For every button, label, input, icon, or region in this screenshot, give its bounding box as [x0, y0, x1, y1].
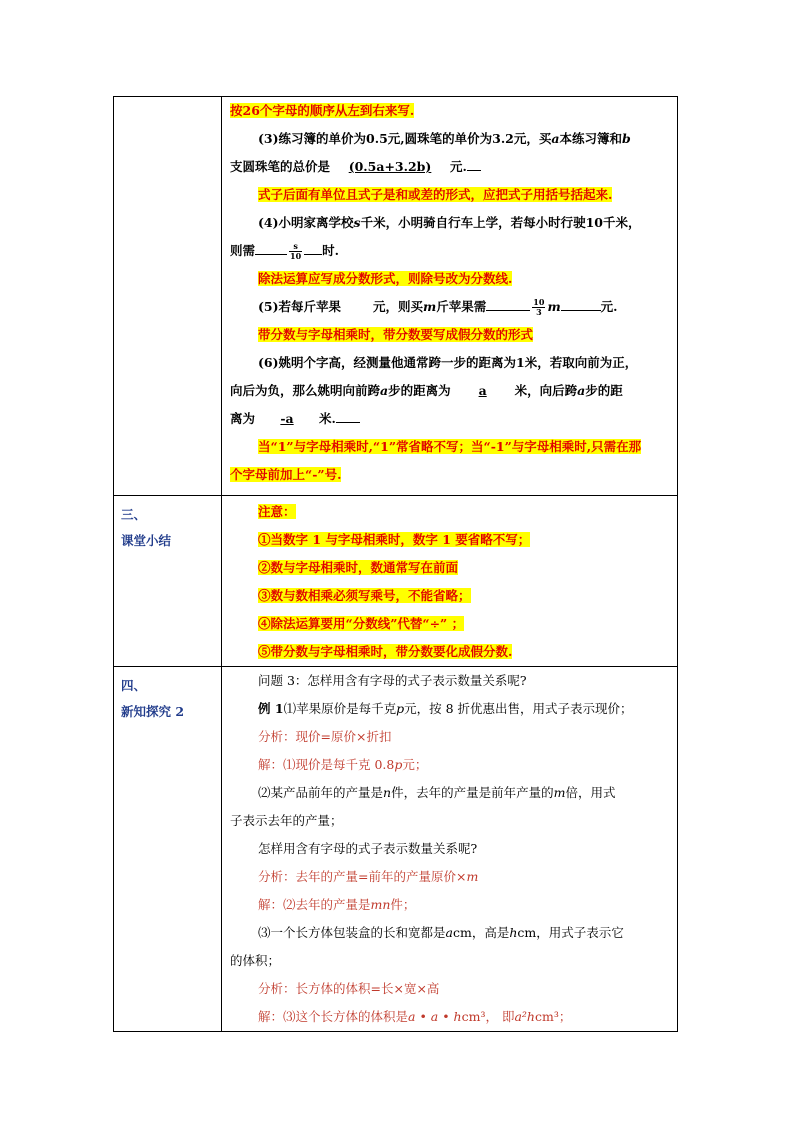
text: 千米，小明骑自行车上学，若每小时行驶10千米， [360, 215, 641, 230]
text: (4)小明家离学校 [258, 215, 354, 230]
solution: 解：⑴现价是每千克 0.8 [258, 757, 395, 772]
summary-item: ①当数字 1 与字母相乘时，数字 1 要省略不写； [258, 532, 531, 547]
text: (3)练习簿的单价为0.5元,圆珠笔的单价为3.2元，买 [258, 131, 552, 146]
text: 元. [450, 159, 467, 174]
table-row [114, 97, 678, 496]
fraction: $\frac{10}{3}$ [533, 297, 545, 317]
text: 件，去年的产量是前年产量的 [391, 785, 554, 800]
var: a [551, 131, 560, 146]
row-label [114, 667, 222, 1032]
text: 本练习簿和 [559, 131, 622, 146]
var: a [577, 383, 586, 398]
expression: a²h [514, 1009, 535, 1024]
var: p [396, 701, 405, 716]
text: 步的距离为 [388, 383, 451, 398]
text: 元，按 8 折优惠出售，用式子表示现价； [404, 701, 633, 716]
text: 斤苹果需 [436, 299, 487, 314]
answer: (0.5a+3.2b) [348, 159, 432, 174]
summary-item: ⑤带分数与字母相乘时，带分数要化成假分数. [258, 644, 513, 659]
text: ⑶一个长方体包装盒的长和宽都是 [258, 925, 446, 940]
text: 米. [319, 411, 336, 426]
text: 支圆珠笔的总价是 [230, 159, 331, 174]
question: 问题 3：怎样用含有字母的式子表示数量关系呢? [258, 673, 527, 688]
var: p [394, 757, 403, 772]
text: 子表示去年的产量； [230, 813, 343, 828]
row-label [114, 496, 222, 667]
summary-item: 注意： [258, 504, 296, 519]
answer: -a [280, 411, 294, 426]
text: cm³； [534, 1009, 572, 1024]
text: 向后为负，那么姚明向前跨 [230, 383, 381, 398]
summary-item: ②数与字母相乘时，数通常写在前面 [258, 560, 459, 575]
var: s [353, 215, 361, 230]
table-row [114, 496, 678, 667]
var: m [553, 785, 566, 800]
highlight-note: 当“1”与字母相乘时,“1”常省略不写；当“-1”与字母相乘时,只需在那 [258, 439, 642, 454]
example-label: 例 1 [258, 701, 284, 716]
text: cm³， 即 [461, 1009, 515, 1024]
text: 米，向后跨 [514, 383, 578, 398]
row-content [222, 97, 678, 496]
var: m [466, 869, 479, 884]
var: n [383, 785, 392, 800]
text: 的体积； [230, 953, 281, 968]
text: 元； [402, 757, 428, 772]
text: 则需 [230, 243, 256, 258]
analysis: 分析：去年的产量=前年的产量原价× [258, 869, 467, 884]
text: cm，用式子表示它 [517, 925, 624, 940]
text: 步的距 [585, 383, 623, 398]
var: h [509, 925, 518, 940]
expression: a • a • h [408, 1009, 462, 1024]
var: a [380, 383, 389, 398]
text: 倍，用式 [565, 785, 616, 800]
answer: a [478, 383, 487, 398]
text: (5)若每斤苹果 [258, 299, 342, 314]
highlight-note: 按26个字母的顺序从左到右来写. [230, 103, 415, 118]
text: ⑵某产品前年的产量是 [258, 785, 384, 800]
text: 元. [600, 299, 618, 314]
text: ⑴苹果原价是每千克 [283, 701, 397, 716]
fraction: $\frac{s}{10}$ [290, 241, 302, 261]
analysis: 分析：现价=原价×折扣 [258, 729, 392, 744]
text: 件； [390, 897, 416, 912]
section-title: 课堂小结 [121, 533, 172, 548]
analysis: 分析：长方体的体积=长×宽×高 [258, 981, 440, 996]
var: m [547, 299, 561, 314]
lesson-table [113, 96, 678, 1032]
section-title: 新知探究 2 [121, 704, 185, 719]
highlight-note: 除法运算应写成分数形式，则除号改为分数线. [258, 271, 513, 286]
table-row [114, 667, 678, 1032]
var: a [445, 925, 453, 940]
explore-content [222, 667, 678, 1032]
question: 怎样用含有字母的式子表示数量关系呢? [258, 841, 478, 856]
section-number: 三、 [121, 507, 147, 522]
section-number: 四、 [121, 678, 147, 693]
text: 时. [322, 243, 340, 258]
row-label-empty [114, 97, 222, 496]
text: 离为 [230, 411, 256, 426]
text: cm，高是 [452, 925, 510, 940]
text: (6)姚明个字高，经测量他通常跨一步的距离为1米，若取向前为正， [258, 355, 638, 370]
var: b [622, 131, 631, 146]
summary-item: ③数与数相乘必须写乘号，不能省略； [258, 588, 471, 603]
highlight-note: 带分数与字母相乘时，带分数要写成假分数的形式 [258, 327, 534, 342]
var: m [423, 299, 437, 314]
var: mn [370, 897, 391, 912]
highlight-note: 式子后面有单位且式子是和或差的形式，应把式子用括号括起来. [258, 187, 613, 202]
summary-content [222, 496, 678, 667]
text: 元，则买 [373, 299, 424, 314]
solution: 解：⑶这个长方体的体积是 [258, 1009, 409, 1024]
solution: 解：⑵去年的产量是 [258, 897, 371, 912]
summary-item: ④除法运算要用“分数线”代替“÷” ； [258, 616, 465, 631]
highlight-note: 个字母前加上“-”号. [230, 467, 342, 482]
